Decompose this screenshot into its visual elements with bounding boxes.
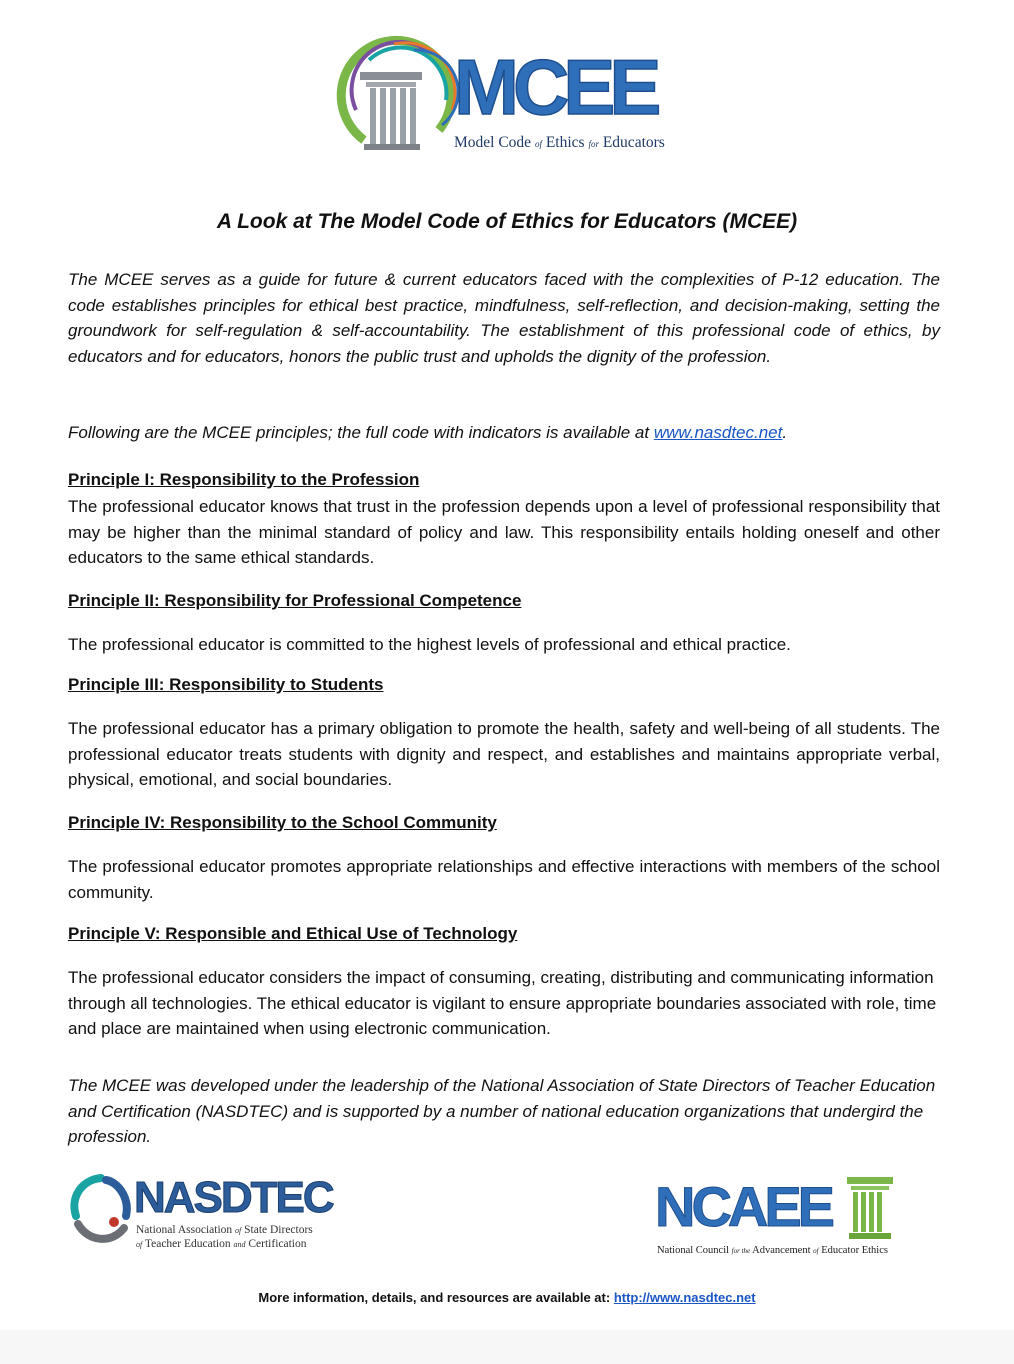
pillar-arc-icon bbox=[334, 30, 464, 160]
following-paragraph: Following are the MCEE principles; the full code with indicators is available at www.nasdtec.net. bbox=[68, 423, 788, 442]
page-bottom-band bbox=[0, 1330, 1014, 1364]
principle-4-body: The professional educator promotes appropriate relationships and effective interactions with members of the school community. bbox=[68, 857, 940, 902]
principle-2-body: The professional educator is committed to the highest levels of professional and ethical practice. bbox=[68, 635, 791, 654]
nasdtec-swirl-icon bbox=[66, 1170, 136, 1250]
closing-paragraph: The MCEE was developed under the leadership of the National Association of State Directors of Teacher Education and Certification (NASDTEC) and is supported by a number of national education organizations that undergird the profession. bbox=[68, 1076, 936, 1146]
nasdtec-logo-subtitle: National Association of State Directors of Teacher Education and Certification bbox=[136, 1224, 313, 1250]
footer-link[interactable]: http://www.nasdtec.net bbox=[613, 1290, 756, 1305]
page-title: A Look at The Model Code of Ethics for Educators (MCEE) bbox=[216, 210, 798, 233]
intro-paragraph: The MCEE serves as a guide for future & current educators faced with the complexities of P-12 education. The code establishes principles for ethical best practice, mindfulness, self-reflection, and decision-making, setting the groundwork for self-regulation & self-accountability. The establishment of this professional code of ethics, by educators and for educators, honors the public trust and upholds the dignity of the profession. bbox=[68, 270, 940, 366]
mcee-logo-subtitle: Model Code of Ethics for Educators bbox=[454, 134, 665, 151]
mcee-logo-word: MCEE bbox=[454, 43, 656, 131]
mcee-logo bbox=[334, 30, 679, 160]
ncaee-logo-subtitle: National Council for the Advancement of Educator Ethics bbox=[657, 1245, 888, 1256]
ncaee-logo-word: NCAEE bbox=[655, 1175, 832, 1238]
principle-5-body: The professional educator considers the impact of consuming, creating, distributing and communicating information through all technologies. The ethical educator is vigilant to ensure appropriate boundaries associated with role, time and place are maintained when using electronic communication. bbox=[68, 968, 937, 1038]
principle-1-body: The professional educator knows that trust in the profession depends upon a level of professional responsibility that may be higher than the minimal standard of policy and law. This responsibility entails holding oneself and other educators to the same ethical standards. bbox=[68, 497, 940, 567]
principle-1-heading: Principle I: Responsibility to the Profession bbox=[68, 470, 420, 489]
nasdtec-logo-word: NASDTEC bbox=[134, 1173, 333, 1222]
principle-5-heading: Principle V: Responsible and Ethical Use of Technology bbox=[68, 924, 518, 943]
principle-4-heading: Principle IV: Responsibility to the School Community bbox=[68, 813, 497, 832]
nasdtec-link[interactable]: www.nasdtec.net bbox=[653, 423, 783, 442]
principle-3-body: The professional educator has a primary obligation to promote the health, safety and well-being of all students. The professional educator treats students with dignity and respect, and establishes and maintains appropriate verbal, physical, emotional, and social boundaries. bbox=[68, 719, 940, 789]
principle-3-heading: Principle III: Responsibility to Students bbox=[68, 675, 384, 694]
principle-2-heading: Principle II: Responsibility for Professional Competence bbox=[68, 591, 522, 610]
green-pillar-icon bbox=[847, 1177, 893, 1239]
nasdtec-logo bbox=[66, 1156, 346, 1271]
footer: More information, details, and resources are available at: http://www.nasdtec.net bbox=[258, 1290, 756, 1305]
ncaee-logo bbox=[655, 1175, 900, 1265]
